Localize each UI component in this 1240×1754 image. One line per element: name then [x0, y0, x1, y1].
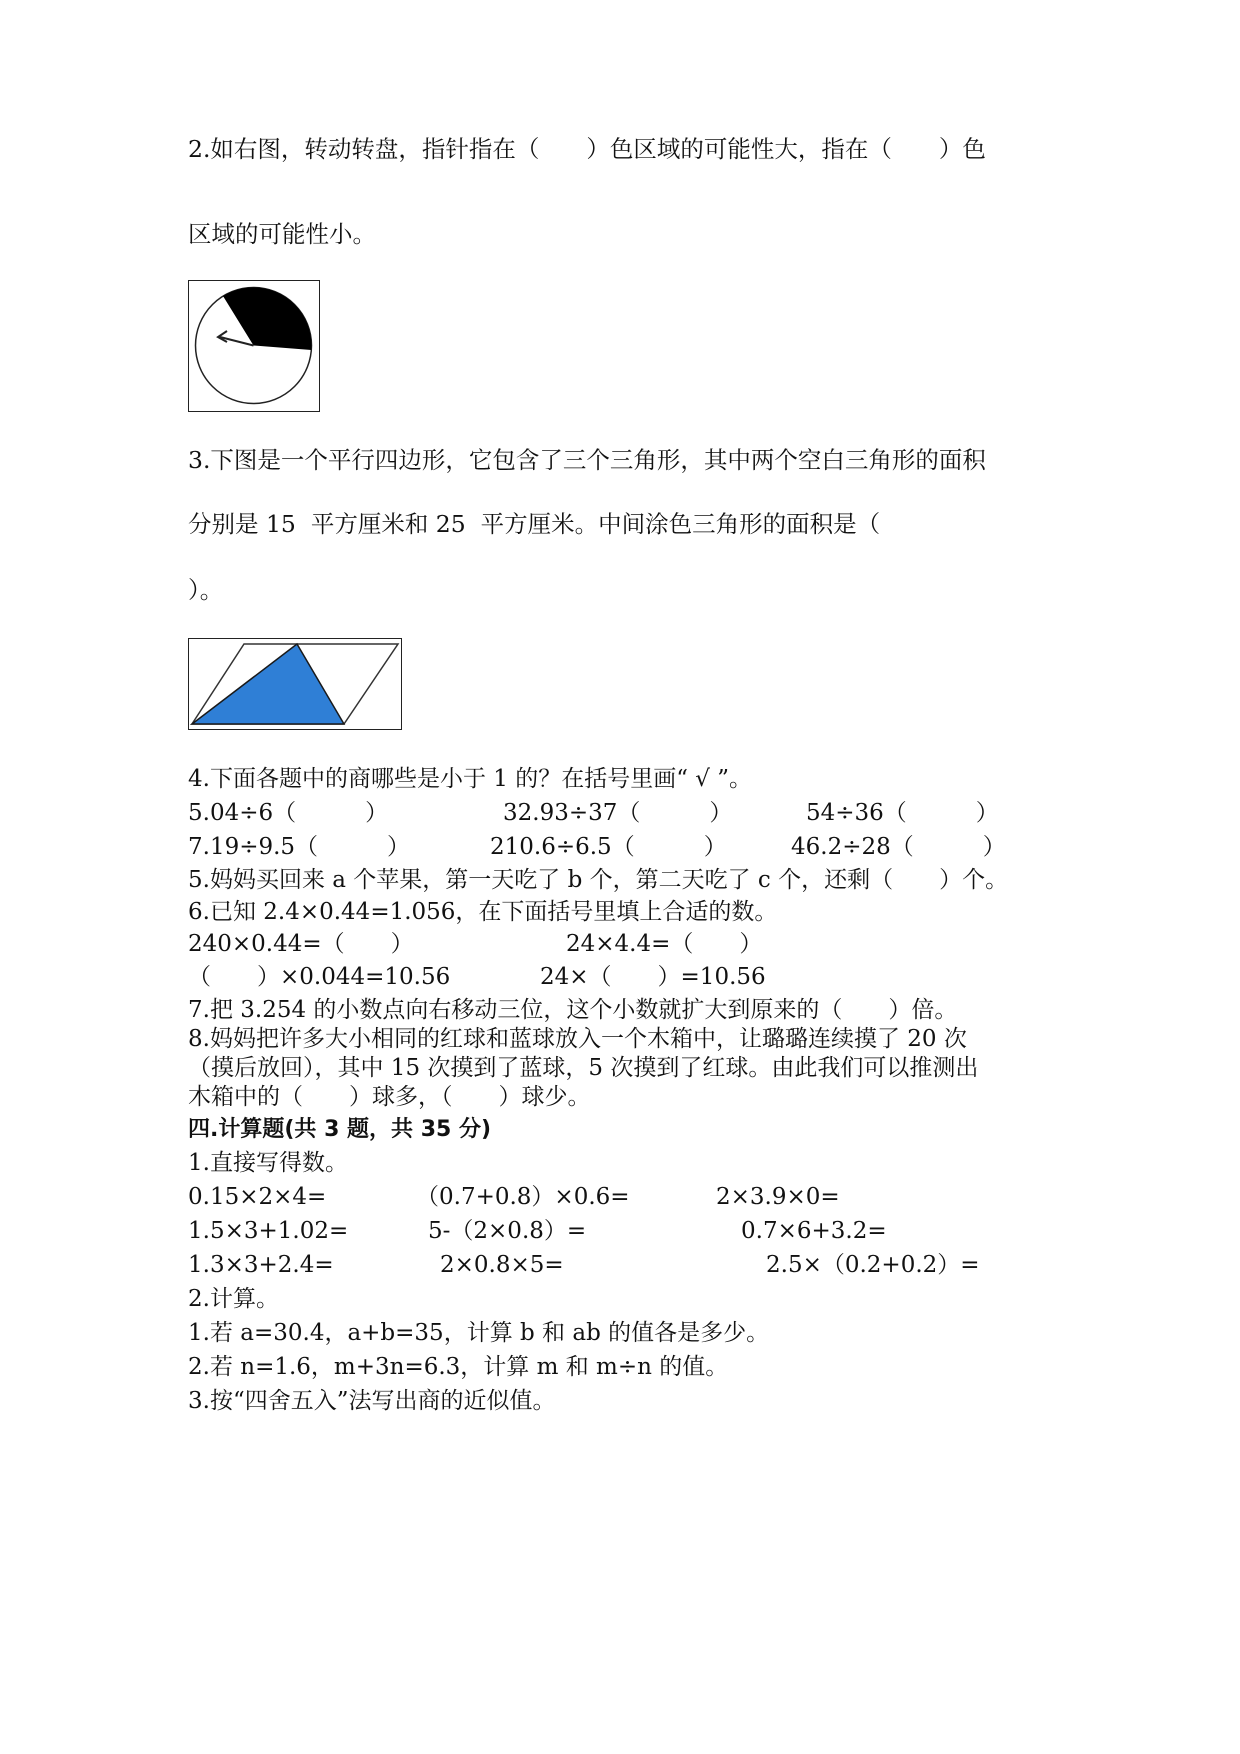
calc-item: 2×3.9×0=	[716, 1184, 840, 1210]
q6-item: 24×（ ）=10.56	[540, 964, 766, 990]
calc-item: 2.5×（0.2+0.2）=	[766, 1252, 980, 1278]
q4-item: 32.93÷37（ ）	[503, 800, 733, 826]
q6-item: 240×0.44=（ ）	[188, 931, 414, 957]
calc-part1-title: 1.直接写得数。	[188, 1150, 348, 1176]
q8-text-line2: （摸后放回），其中 15 次摸到了蓝球，5 次摸到了红球。由此我们可以推测出	[188, 1055, 979, 1081]
spinner-svg	[189, 281, 318, 410]
q3-text-line3: ）。	[188, 576, 224, 604]
calc-item: 2×0.8×5=	[440, 1252, 564, 1278]
parallelogram-figure	[188, 638, 402, 730]
parallelogram-svg	[189, 639, 400, 728]
spinner-figure	[188, 280, 320, 412]
q2-text-line1: 2.如右图，转动转盘，指针指在（ ）色区域的可能性大，指在（ ）色	[188, 135, 986, 163]
calc-item: 5-（2×0.8）=	[428, 1218, 587, 1244]
calc-part3-title: 3.按“四舍五入”法写出商的近似值。	[188, 1388, 556, 1414]
q4-item: 54÷36（ ）	[806, 800, 999, 826]
calc-item: 0.15×2×4=	[188, 1184, 327, 1210]
q6-title: 6.已知 2.4×0.44=1.056，在下面括号里填上合适的数。	[188, 899, 778, 925]
q3-text-line2: 分别是 15 平方厘米和 25 平方厘米。中间涂色三角形的面积是（	[188, 510, 881, 538]
q6-item: 24×4.4=（ ）	[566, 931, 763, 957]
calc-part2-item: 1.若 a=30.4，a+b=35，计算 b 和 ab 的值各是多少。	[188, 1320, 770, 1346]
calc-item: 0.7×6+3.2=	[741, 1218, 887, 1244]
q4-item: 210.6÷6.5（ ）	[490, 834, 727, 860]
calc-item: 1.5×3+1.02=	[188, 1218, 349, 1244]
section-heading: 四.计算题(共 3 题，共 35 分)	[188, 1117, 492, 1142]
q8-text-line1: 8.妈妈把许多大小相同的红球和蓝球放入一个木箱中，让璐璐连续摸了 20 次	[188, 1026, 967, 1052]
calc-part2-item: 2.若 n=1.6，m+3n=6.3，计算 m 和 m÷n 的值。	[188, 1354, 729, 1380]
q5-text: 5.妈妈买回来 a 个苹果，第一天吃了 b 个，第二天吃了 c 个，还剩（ ）个。	[188, 867, 1009, 893]
q3-text-line1: 3.下图是一个平行四边形，它包含了三个三角形，其中两个空白三角形的面积	[188, 446, 986, 474]
calc-item: （0.7+0.8）×0.6=	[416, 1184, 630, 1210]
q7-text: 7.把 3.254 的小数点向右移动三位，这个小数就扩大到原来的（ ）倍。	[188, 997, 958, 1023]
calc-item: 1.3×3+2.4=	[188, 1252, 334, 1278]
q4-item: 7.19÷9.5（ ）	[188, 834, 411, 860]
q8-text-line3: 木箱中的（ ）球多，（ ）球少。	[188, 1084, 591, 1110]
q4-title: 4.下面各题中的商哪些是小于 1 的？在括号里画“ √ ”。	[188, 766, 752, 792]
calc-part2-title: 2.计算。	[188, 1286, 279, 1312]
q2-text-line2: 区域的可能性小。	[188, 220, 376, 248]
q4-item: 5.04÷6（ ）	[188, 800, 389, 826]
q6-item: （ ）×0.044=10.56	[188, 964, 451, 990]
q4-item: 46.2÷28（ ）	[791, 834, 1006, 860]
